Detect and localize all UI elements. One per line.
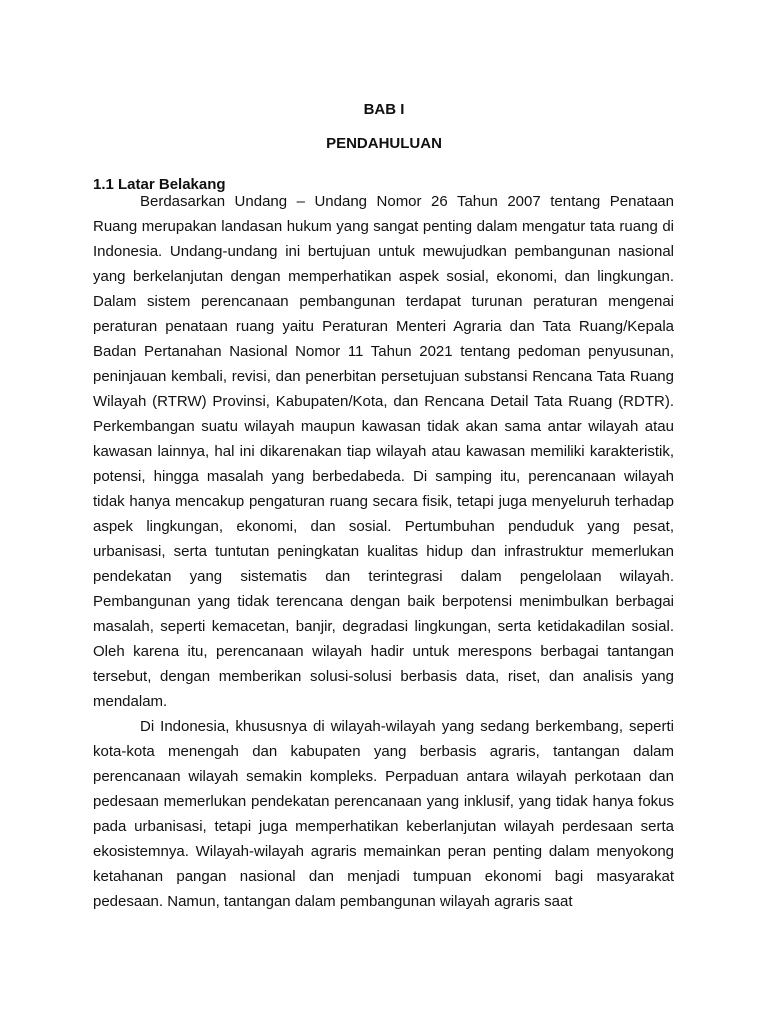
paragraph: Berdasarkan Undang – Undang Nomor 26 Tahun 2007 tentang Penataan Ruang merupakan landasan hukum yang sangat penting dalam mengatur tata ruang di Indonesia. Undang-undang ini bertujuan untuk mewujudkan pembangunan nasional yang berkelanjutan dengan memperhatikan aspek sosial, ekonomi, dan lingkungan. Dalam sistem perencanaan pembangunan terdapat turunan peraturan mengenai peraturan penataan ruang yaitu Peraturan Menteri Agraria dan Tata Ruang/Kepala Badan Pertanahan Nasional Nomor 11 Tahun 2021 tentang pedoman penyusunan, peninjauan kembali, revisi, dan penerbitan persetujuan substansi Rencana Tata Ruang Wilayah (RTRW) Provinsi, Kabupaten/Kota, dan Rencana Detail Tata Ruang (RDTR). Perkembangan suatu wilayah maupun kawasan tidak akan sama antar wilayah atau kawasan lainnya, hal ini dikarenakan tiap wilayah atau kawasan memiliki karakteristik, potensi, hingga masalah yang berbedabeda. Di samping itu, perencanaan wilayah tidak hanya mencakup pengaturan ruang secara fisik, tetapi juga menyeluruh terhadap aspek lingkungan, ekonomi, dan sosial. Pertumbuhan penduduk yang pesat, urbanisasi, serta tuntutan peningkatan kualitas hidup dan infrastruktur memerlukan pendekatan yang sistematis dan terintegrasi dalam pengelolaan wilayah. Pembangunan yang tidak terencana dengan baik berpotensi menimbulkan berbagai masalah, seperti kemacetan, banjir, degradasi lingkungan, serta ketidakadilan sosial. Oleh karena itu, perencanaan wilayah hadir untuk merespons berbagai tantangan tersebut, dengan memberikan solusi-solusi berbasis data, riset, dan analisis yang mendalam. [93, 193, 674, 710]
body-text [93, 189, 674, 914]
chapter-title: PENDAHULUAN [326, 135, 442, 152]
chapter-number: BAB I [363, 101, 405, 118]
section-heading: 1.1 Latar Belakang [93, 176, 226, 193]
paragraph: Di Indonesia, khususnya di wilayah-wilayah yang sedang berkembang, seperti kota-kota menengah dan kabupaten yang berbasis agraris, tantangan dalam perencanaan wilayah semakin kompleks. Perpaduan antara wilayah perkotaan dan pedesaan memerlukan pendekatan perencanaan yang inklusif, yang tidak hanya fokus pada urbanisasi, tetapi juga memperhatikan keberlanjutan wilayah perdesaan serta ekosistemnya. Wilayah-wilayah agraris memainkan peran penting dalam menyokong ketahanan pangan nasional dan menjadi tumpuan ekonomi bagi masyarakat pedesaan. Namun, tantangan dalam pembangunan wilayah agraris saat [93, 718, 674, 910]
